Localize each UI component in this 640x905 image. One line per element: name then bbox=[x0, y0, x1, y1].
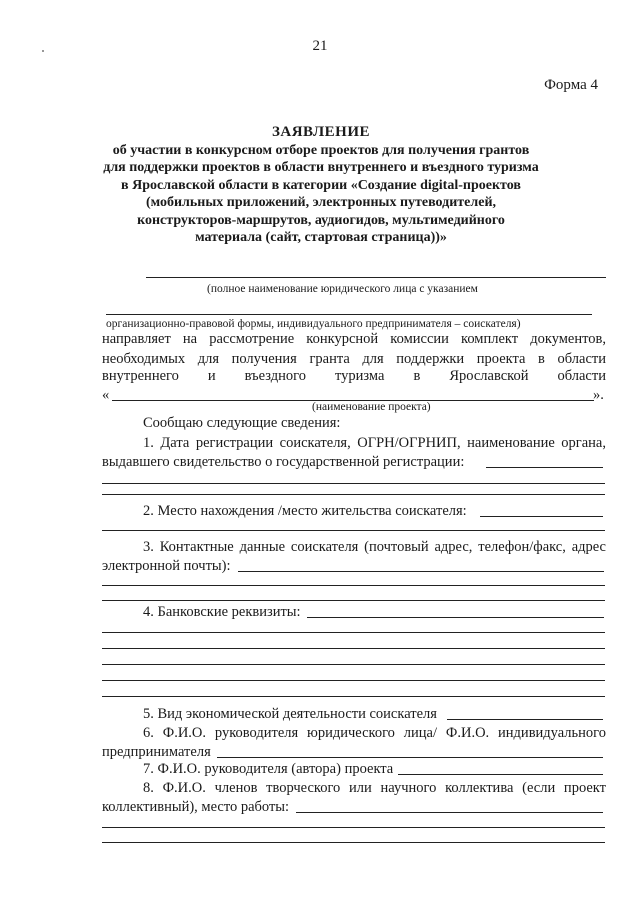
intro-word: въездного bbox=[244, 368, 306, 384]
item-3-line-1: 3. Контактные данные соискателя (почтовый адрес, телефон/факс, адрес bbox=[143, 539, 606, 555]
location-field-2[interactable] bbox=[102, 530, 605, 531]
applicant-name-field[interactable] bbox=[146, 277, 606, 278]
document-title: ЗАЯВЛЕНИЕ bbox=[271, 124, 371, 140]
item-1-line-2: выдавшего свидетельство о государственной регистрации: bbox=[102, 454, 465, 470]
location-field[interactable] bbox=[480, 516, 603, 517]
item-4: 4. Банковские реквизиты: bbox=[143, 604, 301, 620]
project-open-quote: « bbox=[102, 387, 110, 403]
page-number: 21 bbox=[312, 38, 328, 54]
contacts-field-2[interactable] bbox=[102, 585, 605, 586]
bank-details-field-3[interactable] bbox=[102, 648, 605, 649]
applicant-name-caption: (полное наименование юридического лица с указанием bbox=[207, 283, 478, 295]
team-members-field[interactable] bbox=[296, 812, 603, 813]
subtitle-line: (мобильных приложений, электронных путеводителей, bbox=[145, 195, 497, 210]
project-lead-field[interactable] bbox=[398, 774, 603, 775]
registration-field-2[interactable] bbox=[102, 483, 605, 484]
team-members-field-3[interactable] bbox=[102, 842, 605, 843]
bank-details-field-5[interactable] bbox=[102, 680, 605, 681]
subtitle-line: об участии в конкурсном отборе проектов для получения грантов bbox=[112, 142, 530, 158]
subtitle-line: конструкторов-маршрутов, аудиогидов, мультимедийного bbox=[137, 212, 505, 228]
intro-word: внутреннего bbox=[102, 368, 179, 384]
report-heading: Сообщаю следующие сведения: bbox=[143, 415, 341, 431]
intro-line-3 bbox=[102, 367, 606, 387]
intro-line-2: необходимых для получения гранта для поддержки проекта в области bbox=[102, 351, 606, 367]
intro-word: и bbox=[207, 368, 216, 384]
project-close-quote: ». bbox=[593, 387, 604, 403]
contacts-field[interactable] bbox=[238, 571, 604, 572]
bank-details-field-4[interactable] bbox=[102, 664, 605, 665]
team-members-field-2[interactable] bbox=[102, 827, 605, 828]
item-1-line-1: 1. Дата регистрации соискателя, ОГРН/ОГРНИП, наименование органа, bbox=[143, 435, 606, 451]
entrepreneur-name-field[interactable] bbox=[217, 757, 603, 758]
form-label: Форма 4 bbox=[544, 77, 598, 93]
bank-details-field-6[interactable] bbox=[102, 696, 605, 697]
intro-word: туризма bbox=[334, 368, 385, 384]
intro-word: в bbox=[413, 368, 421, 384]
registration-field-3[interactable] bbox=[102, 494, 605, 495]
item-3-line-2: электронной почты): bbox=[102, 558, 231, 574]
project-name-caption: (наименование проекта) bbox=[312, 401, 431, 413]
contacts-field-3[interactable] bbox=[102, 600, 605, 601]
registration-field[interactable] bbox=[486, 467, 603, 468]
item-5: 5. Вид экономической деятельности соискателя bbox=[143, 706, 437, 722]
item-6-line-1: 6. Ф.И.О. руководителя юридического лица/ Ф.И.О. индивидуального bbox=[143, 725, 606, 741]
bank-details-field-2[interactable] bbox=[102, 632, 605, 633]
item-7: 7. Ф.И.О. руководителя (автора) проекта bbox=[143, 761, 394, 777]
intro-word: Ярославской bbox=[449, 368, 529, 384]
subtitle-line: в Ярославской области в категории «Создание digital-проектов bbox=[121, 177, 521, 193]
document-title-block bbox=[90, 124, 552, 247]
item-8-line-2: коллективный), место работы: bbox=[102, 799, 290, 815]
applicant-name-field-2[interactable] bbox=[106, 314, 592, 315]
bank-details-field[interactable] bbox=[307, 617, 604, 618]
activity-field[interactable] bbox=[447, 719, 603, 720]
applicant-form-caption: организационно-правовой формы, индивидуального предпринимателя – соискателя) bbox=[106, 318, 521, 330]
item-2: 2. Место нахождения /место жительства соискателя: bbox=[143, 503, 467, 519]
item-8-line-1: 8. Ф.И.О. членов творческого или научного коллектива (если проект bbox=[143, 780, 606, 796]
subtitle-line: для поддержки проектов в области внутреннего и въездного туризма bbox=[103, 160, 539, 175]
item-6-line-2: предпринимателя bbox=[102, 744, 211, 760]
intro-line-1: направляет на рассмотрение конкурсной комиссии комплект документов, bbox=[102, 331, 606, 347]
subtitle-line: материала (сайт, стартовая страница))» bbox=[195, 230, 447, 245]
intro-word: области bbox=[557, 368, 606, 384]
